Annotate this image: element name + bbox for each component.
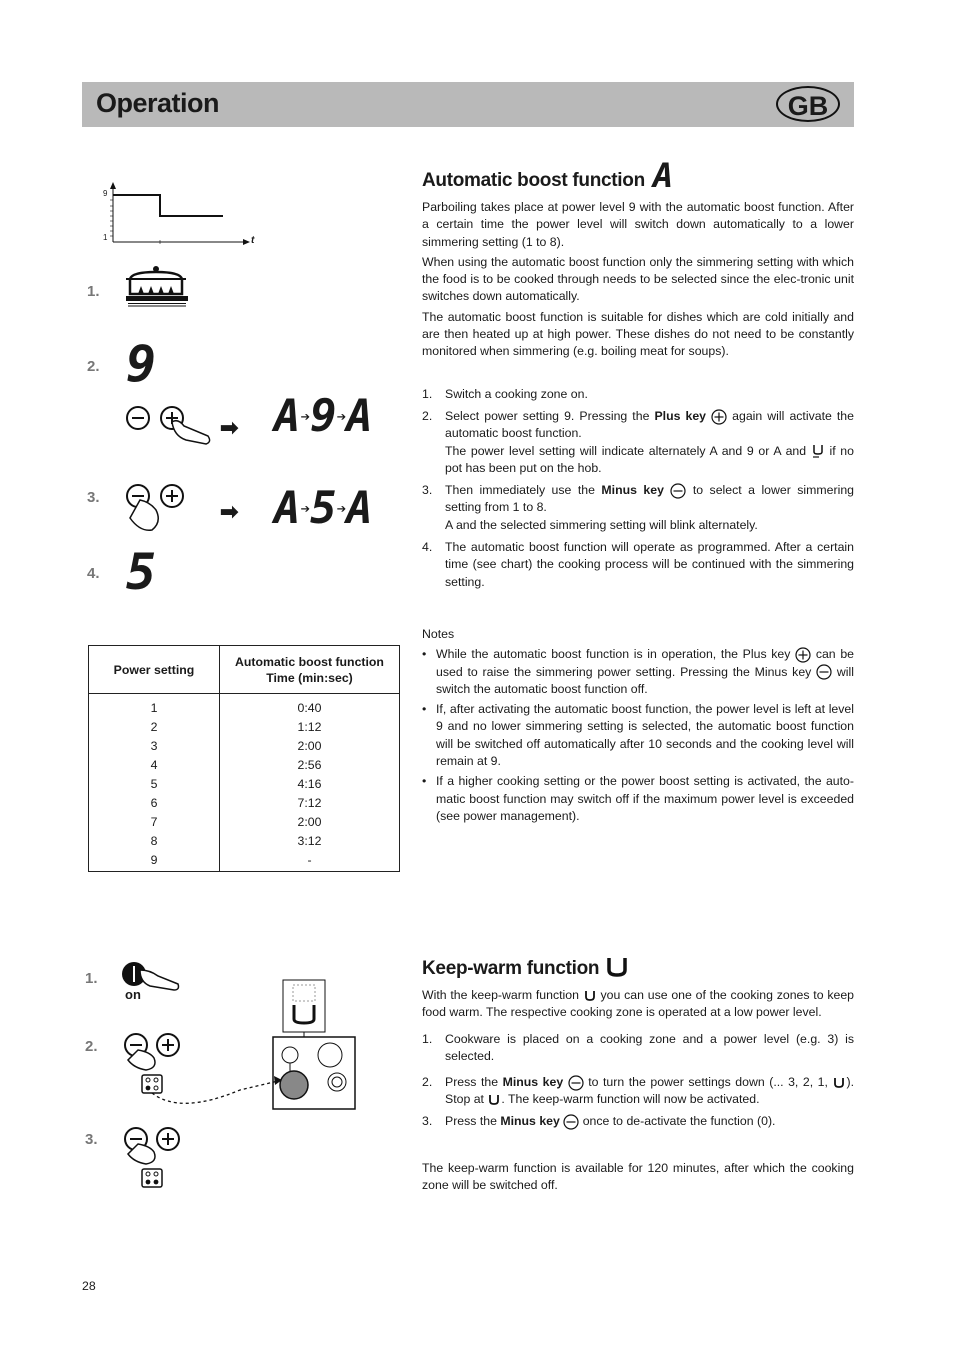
para-text: you can use one of the cooking zones to keep food warm. The respective cooking zone is operated at a low power level. <box>422 988 855 1020</box>
seq1-char: A <box>274 391 301 442</box>
boost-para-1: Parboiling takes place at power level 9 with the automatic boost function. After a certain time the power level will switch down automatically to a lower simmering setting (1 to 8). <box>422 200 854 249</box>
table-cell: 8 <box>150 834 158 848</box>
table-cell: 9 <box>150 853 158 867</box>
list-item: 3. Then immediately use the Minus key to select a lower simmering setting from 1 to 8. A and the selected simmering setting will blink alternately. <box>422 483 854 532</box>
arrow-icon: ➔ <box>336 407 347 426</box>
table-cell: 7:12 <box>297 796 322 810</box>
step-text: The automatic boost function will operate as programmed. After a certain time (see chart) the cooking process will be continued with the simmering setting. <box>445 540 854 589</box>
minus-key-label: Minus key <box>502 1075 564 1090</box>
seq1-char: A <box>346 391 373 442</box>
keep-warm-symbol-icon <box>605 956 629 978</box>
table-header-time-line2: Time (min:sec) <box>266 670 353 685</box>
boost-heading-text: Automatic boost function <box>422 170 645 191</box>
list-item: • While the automatic boost function is in operation, the Plus key can be used to raise the simmering power setting. Pressing the Minus key will switch the automatic boost function off. <box>422 647 854 696</box>
seq2-char: A <box>274 483 301 534</box>
table-header-row <box>89 646 400 694</box>
keepwarm-heading-text: Keep-warm function <box>422 958 600 979</box>
minus-key-label: Minus key <box>601 483 664 498</box>
display-5: 5 <box>126 543 157 601</box>
step-text: Cookware is placed on a cooking zone and a power level (e.g. 3) is selected. <box>445 1031 854 1063</box>
table-body-row <box>89 694 400 872</box>
list-item: 4. The automatic boost function will operate as programmed. After a certain time (see chart) the cooking process will be continued with the simmering setting. <box>422 540 854 589</box>
table-cell: 1 <box>150 701 158 715</box>
minus-key-label: Minus key <box>500 1113 560 1128</box>
boost-step-1-label: 1. <box>87 283 100 300</box>
sequence-a-5-a <box>274 484 373 534</box>
boost-section <box>422 156 854 825</box>
list-item: 1. Switch a cooking zone on. <box>422 386 588 401</box>
on-label: on <box>125 987 141 1002</box>
language-badge: GB <box>776 86 840 122</box>
list-item: 2. Select power setting 9. Pressing the Plus key again will activate the automatic boost function. The power level setting will indicate alternately A and 9 or A and if no pot has been put on the hob. <box>422 408 854 475</box>
hob-keepwarm-diagram <box>140 975 360 1115</box>
display-a-icon: A <box>652 156 674 196</box>
table-cell: 5 <box>150 777 158 791</box>
graph-y-bottom-label: 1 <box>103 233 108 242</box>
keepwarm-step-3-label: 3. <box>85 1131 98 1148</box>
arrow-icon: ➡ <box>220 415 239 440</box>
notes-list <box>422 646 854 825</box>
step-text: to turn the power settings down (... 3, 2, 1, <box>588 1075 828 1090</box>
list-item: 3. Press the Minus key once to de-activate the function (0). <box>422 1113 776 1128</box>
notes-title: Notes <box>422 626 455 641</box>
table-cell: 2:00 <box>297 739 322 753</box>
keep-warm-symbol-icon <box>811 443 825 459</box>
keepwarm-section <box>422 956 854 1195</box>
table-header-time-line1: Automatic boost function <box>235 654 384 669</box>
note-text: If a higher cooking setting or the power boost setting is activated, the auto-matic boost function may switch off if the maximum power level is exceeded (see power management). <box>436 774 854 823</box>
boost-heading <box>422 156 854 196</box>
table-cell: 6 <box>150 796 158 810</box>
step-text: Select power setting 9. Pressing the <box>445 408 650 423</box>
keepwarm-para-1 <box>422 987 854 1022</box>
table-cell: 3 <box>150 739 158 753</box>
page-title: Operation <box>96 88 220 118</box>
pot-on-hob-icon <box>124 264 190 312</box>
keepwarm-step-2-label: 2. <box>85 1038 98 1055</box>
plus-key-icon <box>711 409 727 425</box>
list-item: • If a higher cooking setting or the power boost setting is activated, the auto-matic boost function may switch off if the maximum power level is exceeded (see power management). <box>422 774 854 823</box>
keep-warm-symbol-icon <box>832 1076 846 1090</box>
step-text: once to de-activate the function (0). <box>582 1113 776 1128</box>
display-9: 9 <box>126 335 157 393</box>
minus-key-icon <box>563 1114 579 1130</box>
table-cell: 2:56 <box>297 758 322 772</box>
boost-times-column <box>220 694 400 872</box>
arrow-icon: ➔ <box>336 499 347 518</box>
boost-step-4-label: 4. <box>87 565 100 582</box>
step-text: Switch a cooking zone on. <box>445 386 588 401</box>
power-time-graph <box>98 180 258 250</box>
arrow-icon: ➔ <box>300 407 311 426</box>
table-cell: - <box>307 853 312 867</box>
keepwarm-heading <box>422 956 854 980</box>
minus-key-icon <box>568 1075 584 1091</box>
boost-para-2: When using the automatic boost function only the simmering setting with which the food is to be cooked through needs to be selected since the elec-tronic unit switches down automatically. <box>422 254 854 304</box>
table-cell: 7 <box>150 815 158 829</box>
note-text: If, after activating the automatic boost function, the power level is left at level 9 and no lower simmering setting is selected, the automatic boost function will be switched off automatically after 10 seconds and the cooking level will remain at 9. <box>436 702 854 769</box>
seq2-char: 5 <box>310 483 337 534</box>
keep-warm-symbol-icon <box>487 1093 501 1107</box>
keep-warm-symbol-icon <box>583 989 597 1003</box>
boost-steps-list <box>422 386 854 591</box>
table-header-power: Power setting <box>89 646 220 694</box>
power-settings-column <box>89 694 220 872</box>
keepwarm-steps-list <box>422 1031 854 1130</box>
page-number: 28 <box>82 1279 96 1293</box>
minus-plus-keys-minus-press-icon <box>122 482 192 534</box>
minus-key-icon <box>816 664 832 680</box>
table-cell: 2 <box>150 720 158 734</box>
table-cell: 3:12 <box>297 834 322 848</box>
minus-plus-keys-plus-press-icon <box>122 400 214 448</box>
step-text: A and the selected simmering setting will blink alternately. <box>445 517 758 532</box>
graph-x-label: t <box>251 235 255 246</box>
step-text: Then immediately use the <box>445 483 595 498</box>
note-text: can be used to raise the simmering power setting. Pressing the Minus key <box>436 647 854 679</box>
step-text: Press the <box>445 1075 499 1090</box>
step-text: to select a lower simmering setting from 1 to 8. <box>445 483 854 515</box>
minus-plus-keys-minus-press-icon <box>120 1124 186 1190</box>
plus-key-label: Plus key <box>654 408 707 423</box>
plus-key-icon <box>795 647 811 663</box>
boost-time-table <box>88 645 400 872</box>
table-header-time <box>220 646 400 694</box>
seq1-char: 9 <box>310 391 337 442</box>
list-item: • If, after activating the automatic boost function, the power level is left at level 9 and no lower simmering setting is selected, the automatic boost function will be switched off automatically after 10 seconds and the cooking level will remain at 9. <box>422 702 854 769</box>
keepwarm-footer: The keep-warm function is available for 120 minutes, after which the cooking zone will be switched off. <box>422 1161 854 1193</box>
keepwarm-step-1-label: 1. <box>85 970 98 987</box>
table-cell: 4:16 <box>297 777 322 791</box>
arrow-icon: ➡ <box>220 499 239 524</box>
step-text: if no pot has been put on the hob. <box>445 443 854 475</box>
note-text: While the automatic boost function is in operation, the Plus key <box>436 647 791 662</box>
note-text: will switch the automatic boost function off. <box>436 664 854 696</box>
sequence-a-9-a <box>274 392 373 442</box>
step-text: . The keep-warm function will now be activated. <box>501 1092 760 1107</box>
arrow-icon: ➔ <box>300 499 311 518</box>
step-text: Press the <box>445 1113 497 1128</box>
step-text: ). Stop at <box>445 1075 854 1107</box>
seq2-char: A <box>346 483 373 534</box>
boost-step-3-label: 3. <box>87 489 100 506</box>
minus-key-icon <box>670 483 686 499</box>
table-cell: 4 <box>150 758 158 772</box>
table-cell: 0:40 <box>297 701 322 715</box>
list-item: 2. Press the Minus key to turn the power settings down (... 3, 2, 1, ). Stop at . The keep-warm function will now be activated. <box>422 1075 854 1107</box>
table-cell: 2:00 <box>297 815 322 829</box>
graph-y-top-label: 9 <box>103 189 108 198</box>
para-text: With the keep-warm function <box>422 988 579 1002</box>
step-text: again will activate the automatic boost function. <box>445 408 854 441</box>
boost-para-3: The automatic boost function is suitable for dishes which are cold initially and are then heated up at high power. These dishes do not need to be constantly monitored when simmering (e.g. boiling meat for soups). <box>422 309 854 359</box>
boost-step-2-label: 2. <box>87 358 100 375</box>
table-cell: 1:12 <box>297 720 322 734</box>
step-text: The power level setting will indicate alternately A and 9 or A and <box>445 443 807 458</box>
list-item: 1. Cookware is placed on a cooking zone and a power level (e.g. 3) is selected. <box>422 1031 854 1063</box>
